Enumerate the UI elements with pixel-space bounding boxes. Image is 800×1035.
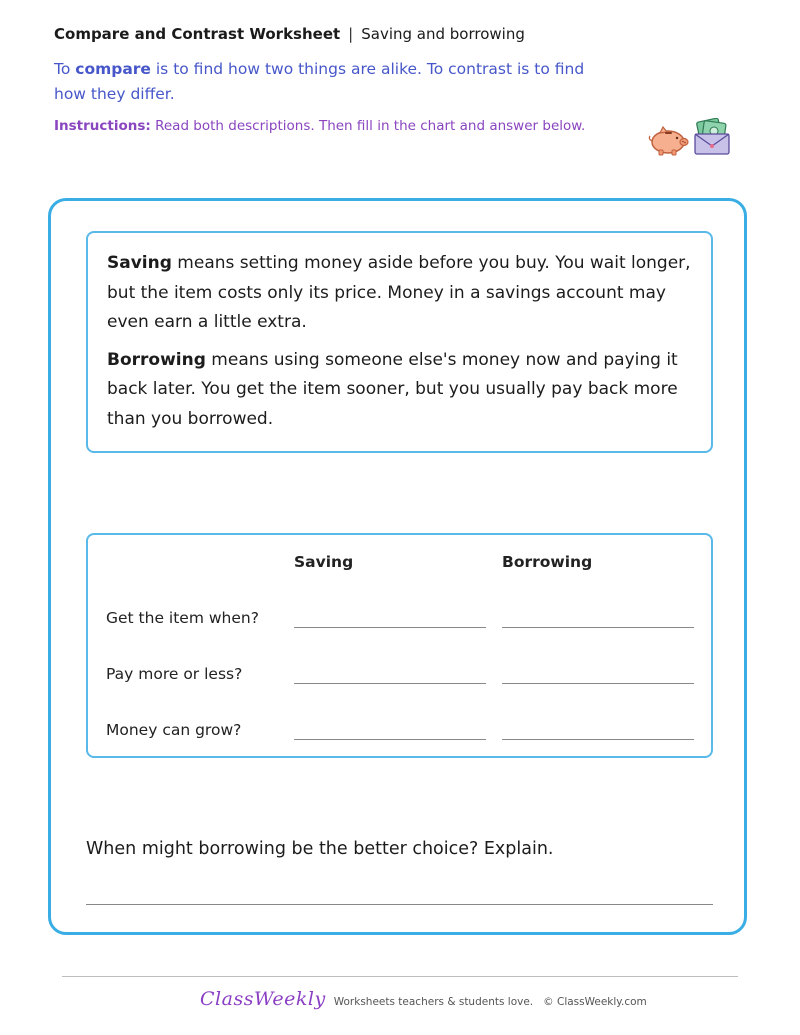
piggy-bank-icon bbox=[646, 122, 690, 158]
open-question: When might borrowing be the better choice? Explain. bbox=[86, 839, 554, 859]
money-envelope-icon bbox=[692, 118, 732, 156]
passage-paragraph bbox=[107, 249, 693, 338]
answer-blank-borrowing[interactable] bbox=[502, 627, 694, 628]
compare-definition bbox=[54, 57, 594, 107]
passage-term: Saving bbox=[107, 253, 172, 273]
instructions-text: Read both descriptions. Then fill in the chart and answer below. bbox=[150, 118, 586, 134]
column-header-borrowing: Borrowing bbox=[502, 553, 593, 571]
worksheet-title: Compare and Contrast Worksheet bbox=[54, 25, 341, 43]
compare-chart bbox=[86, 533, 713, 758]
instructions-label: Instructions: bbox=[54, 118, 151, 134]
worksheet-header bbox=[54, 25, 525, 43]
passage-text: means using someone else's money now and paying it back later. You get the item sooner, but you usually pay back more than you borrowed. bbox=[107, 349, 678, 429]
reading-passage bbox=[86, 231, 713, 453]
row-label: Get the item when? bbox=[106, 609, 259, 627]
answer-blank-borrowing[interactable] bbox=[502, 739, 694, 740]
answer-blank-saving[interactable] bbox=[294, 627, 486, 628]
definition-keyword: compare bbox=[75, 60, 151, 78]
definition-suffix: is to find how two things are alike. To contrast is to find how they differ. bbox=[54, 60, 585, 103]
footer bbox=[200, 988, 647, 1010]
instructions bbox=[54, 118, 585, 134]
passage-paragraph bbox=[107, 346, 693, 435]
worksheet-icons bbox=[646, 118, 736, 158]
answer-blank-borrowing[interactable] bbox=[502, 683, 694, 684]
passage-text: means setting money aside before you buy. You wait longer, but the item costs only its price. Money in a savings account may even earn a little extra. bbox=[107, 253, 691, 332]
header-separator: | bbox=[348, 25, 354, 43]
answer-blank-saving[interactable] bbox=[294, 683, 486, 684]
footer-copyright: © ClassWeekly.com bbox=[543, 996, 647, 1008]
brand-logo: ClassWeekly bbox=[200, 988, 326, 1010]
answer-blank-saving[interactable] bbox=[294, 739, 486, 740]
question-answer-line[interactable] bbox=[86, 904, 713, 905]
row-label: Money can grow? bbox=[106, 721, 242, 739]
worksheet-topic: Saving and borrowing bbox=[361, 25, 525, 43]
definition-prefix: To bbox=[54, 60, 76, 78]
row-label: Pay more or less? bbox=[106, 665, 243, 683]
passage-term: Borrowing bbox=[107, 349, 206, 370]
footer-tagline: Worksheets teachers & students love. bbox=[333, 996, 534, 1008]
footer-divider bbox=[62, 976, 738, 977]
column-header-saving: Saving bbox=[294, 553, 354, 571]
